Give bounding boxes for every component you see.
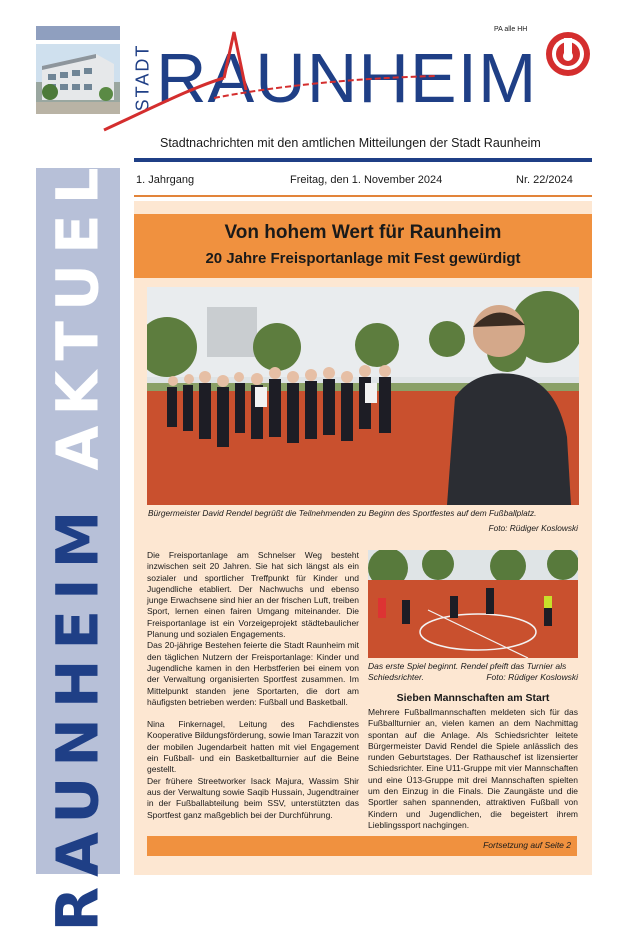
header-rule — [134, 158, 592, 162]
caption-tail: Schiedsrichter. — [368, 672, 424, 682]
issue-number: Nr. 22/2024 — [516, 174, 573, 186]
continuation-link[interactable]: Fortsetzung auf Seite 2 — [483, 840, 571, 850]
match-photo-caption: Das erste Spiel beginnt. Rendel pfeift das Turnier als Schiedsrichter. Foto: Rüdiger Koslowski — [368, 661, 578, 682]
volume-label: 1. Jahrgang — [136, 174, 195, 186]
sidebar-title-part2: AKTUELL — [44, 110, 113, 471]
article-right-column — [368, 707, 578, 831]
paragraph: Das 20-jährige Bestehen feierte die Stadt Raunheim mit den täglichen Nutzern der Freisportanlage: Kinder und Jugendliche kamen in den Herbstferien bei einem von der Verwaltung organisierten Sportfest zusammen. Im Mittelpunkt standen jene Sportarten, die dort am häufigsten betrieben werden: Fußball und Basketball. — [147, 640, 359, 707]
article-left-column — [147, 550, 359, 821]
sidebar-title-part1: RAUNHEIM — [44, 500, 113, 932]
issue-date: Freitag, den 1. November 2024 — [290, 174, 443, 186]
masthead-tagline: Stadtnachrichten mit den amtlichen Mitteilungen der Stadt Raunheim — [160, 136, 541, 150]
main-photo — [147, 287, 579, 505]
article-subheadline: 20 Jahre Freisportanlage mit Fest gewürdigt — [205, 250, 521, 267]
match-photo — [368, 550, 578, 658]
masthead-stadt: STADT — [132, 43, 153, 112]
paragraph: Mehrere Fußballmannschaften meldeten sich für das Fußballturnier an, vielen kamen an dem Nachmittag spontan auf die Anlage. Als Schiedsrichter leitete Bürgermeister David Rendel die Spiele anlässlich des runden Geburtstages. Der Rathauschef ist lizensierter Schiedsrichter. Eine U11-Gruppe mit vier Mannschaften und eine Ü13-Gruppe mit drei Mannschaften spielten um den Einzug in die Finals. Die Zaungäste und die Sportler sahen spannenden, attraktiven Fußball von Kindern und Jugendlichen, die begeistert ihrem Lieblingssport nachgingen. — [368, 707, 578, 830]
masthead-name: RAUNHEIM — [156, 39, 538, 117]
pa-note: PA alle HH — [494, 26, 528, 33]
meta-rule — [134, 195, 592, 197]
paragraph: Der frühere Streetworker Isack Majura, Wassim Shir aus der Verwaltung sowie Saqib Hussain, Jugendtrainer in der Fußballabteilung beim SSV, unterstützten das Sportfest ganz maßgeblich bei der Durchführung. — [147, 775, 359, 820]
main-photo-credit: Foto: Rüdiger Koslowski — [488, 523, 578, 533]
masthead-swoosh-icon — [96, 26, 516, 136]
paragraph: Die Freisportanlage am Schnelser Weg besteht inzwischen seit 20 Jahren. Sie hat sich längst als ein sozialer und sportlicher Treffpunkt für Kinder und Jugendliche etabliert. Der Nachwuchs und ebenso junge Erwachsene sind hier an der frischen Luft, treiben Sport, lernen einen fairen Umgang miteinander. Die Freisportanlage ist ein Vorzeigeprojekt städtebaulicher Planung und sozialen Engagements. — [147, 550, 359, 640]
main-photo-caption: Bürgermeister David Rendel begrüßt die Teilnehmenden zu Beginn des Sportfestes auf dem Fußballplatz. — [148, 508, 537, 518]
city-crest-icon — [544, 30, 592, 78]
sidebar-title — [36, 110, 120, 932]
section-subhead: Sieben Mannschaften am Start — [396, 692, 550, 704]
article-headline: Von hohem Wert für Raunheim — [224, 222, 502, 243]
paragraph: Nina Finkernagel, Leitung des Fachdienstes Kooperative Bildungsförderung, sowie Iman Tarazzit von der mobilen Jugendarbeit hatten mit viel Engagement ein Fußball- und ein Basketballturnier auf die Beine gestellt. — [147, 719, 359, 775]
match-photo-credit: Foto: Rüdiger Koslowski — [486, 672, 578, 682]
